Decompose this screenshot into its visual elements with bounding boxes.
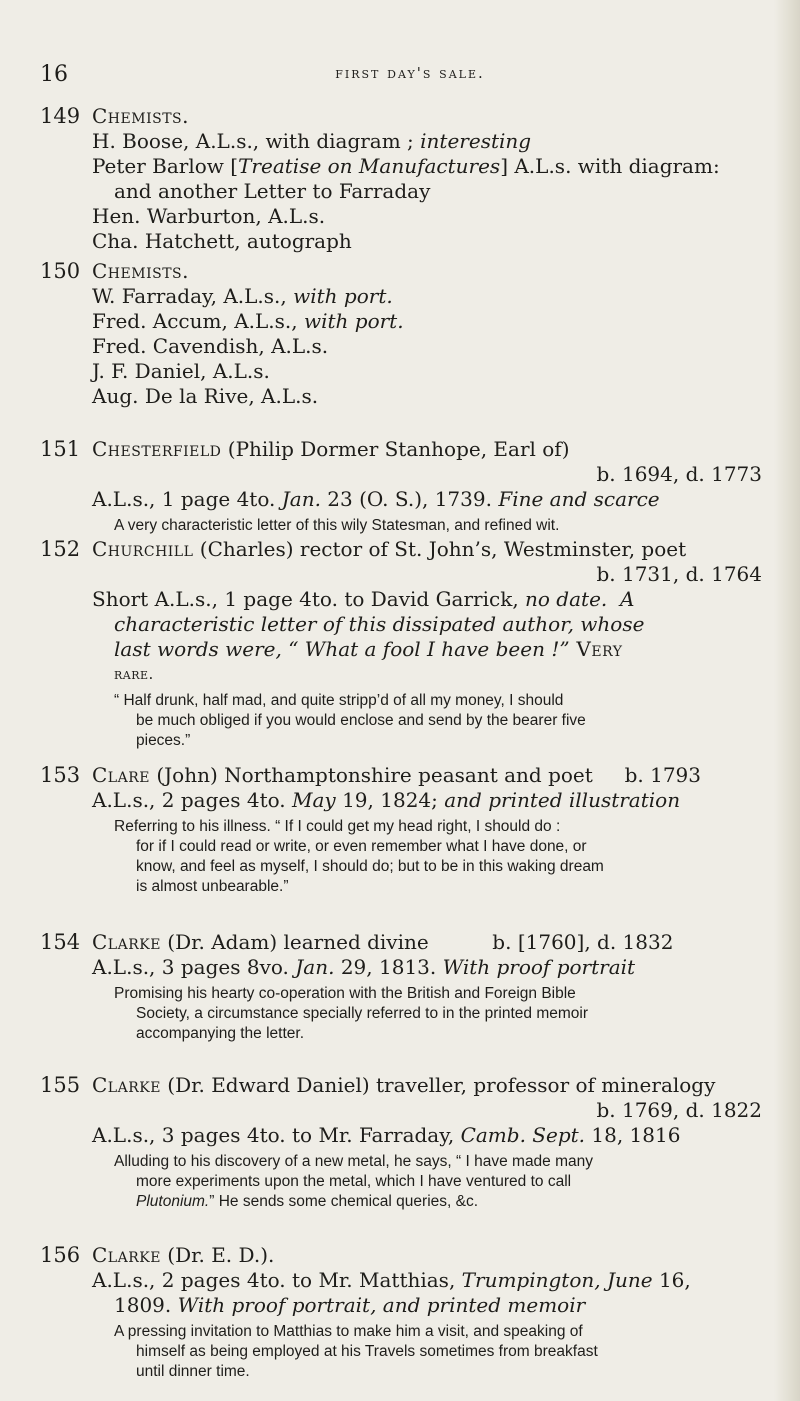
lot-details: A.L.s., 2 pages 4to. May 19, 1824; and printed illustration (92, 788, 681, 812)
lot-heading: Clarke (Dr. Adam) learned divine b. [1760], d. 1832 (92, 930, 674, 954)
lot-note: Referring to his illness. “ If I could get my head right, I should do : for if I could read or write, or even remember what I have done, or know, and feel as myself, I should do; but to be in this waking dream is almost unbearable.” (114, 818, 604, 895)
entry-line: Peter Barlow [Treatise on Manufactures] A.L.s. with diagram: (92, 154, 720, 178)
lot-number: 153 (40, 763, 81, 787)
lot-note: “ Half drunk, half mad, and quite stripp’d of all my money, I should be much obliged if you would enclose and send by the bearer five pieces.” (114, 692, 586, 749)
entry-line: Hen. Warburton, A.L.s. (92, 204, 326, 228)
lot-number: 151 (40, 437, 81, 461)
lot-remark: 1809. With proof portrait, and printed memoir (114, 1293, 586, 1317)
entry-line: Cha. Hatchett, autograph (92, 229, 352, 253)
page-number: 16 (40, 62, 68, 87)
entry-line: W. Farraday, A.L.s., with port. (92, 284, 393, 308)
lot-details: Short A.L.s., 1 page 4to. to David Garrick, no date. A (92, 587, 635, 611)
entry-line: and another Letter to Farraday (114, 179, 431, 203)
entry-line: H. Boose, A.L.s., with diagram ; interesting (92, 129, 532, 153)
lot-remark: characteristic letter of this dissipated author, whose (114, 612, 645, 636)
lot-details: A.L.s., 2 pages 4to. to Mr. Matthias, Trumpington, June 16, (92, 1268, 691, 1292)
lot-number: 155 (40, 1073, 81, 1097)
lot-heading: Chesterfield (Philip Dormer Stanhope, Earl of) (92, 437, 570, 461)
lot-details: A.L.s., 3 pages 8vo. Jan. 29, 1813. With proof portrait (92, 955, 636, 979)
lot-details: A.L.s., 3 pages 4to. to Mr. Farraday, Camb. Sept. 18, 1816 (92, 1123, 681, 1147)
lot-note: Alluding to his discovery of a new metal, he says, “ I have made many more experiments upon the metal, which I have ventured to call Plutonium.” He sends some chemical queries, &c. (114, 1153, 594, 1210)
lot-dates: b. 1694, d. 1773 (596, 462, 762, 486)
running-title: first day's sale. (335, 64, 485, 82)
lot-heading: Clarke (Dr. E. D.). (92, 1243, 275, 1267)
entry-line: Fred. Cavendish, A.L.s. (92, 334, 329, 358)
lot-heading: Clare (John) Northamptonshire peasant and poet b. 1793 (92, 763, 702, 787)
lot-rarity: rare. (114, 665, 154, 683)
lot-note: A pressing invitation to Matthias to make him a visit, and speaking of himself as being employed at his Travels sometimes from breakfast until dinner time. (114, 1323, 598, 1380)
entry-line: J. F. Daniel, A.L.s. (92, 359, 270, 383)
lot-number: 156 (40, 1243, 81, 1267)
lot-heading: Clarke (Dr. Edward Daniel) traveller, professor of mineralogy (92, 1073, 716, 1097)
lot-number: 150 (40, 259, 81, 283)
lot-number: 152 (40, 537, 81, 561)
lot-dates: b. 1731, d. 1764 (596, 562, 762, 586)
lot-dates: b. 1769, d. 1822 (596, 1098, 762, 1122)
lot-note: A very characteristic letter of this wily Statesman, and refined wit. (114, 517, 560, 534)
lot-heading: Churchill (Charles) rector of St. John’s, Westminster, poet (92, 537, 687, 561)
lot-details: A.L.s., 1 page 4to. Jan. 23 (O. S.), 1739. Fine and scarce (92, 487, 660, 511)
entry-line: Fred. Accum, A.L.s., with port. (92, 309, 404, 333)
lot-number: 154 (40, 930, 81, 954)
lot-heading: Chemists. (92, 259, 189, 283)
entry-line: Aug. De la Rive, A.L.s. (92, 384, 319, 408)
lot-number: 149 (40, 104, 81, 128)
lot-note: Promising his hearty co-operation with the British and Foreign Bible Society, a circumstance specially referred to in the printed memoir accompanying the letter. (114, 985, 588, 1042)
lot-heading: Chemists. (92, 104, 189, 128)
lot-remark: last words were, “ What a fool I have been !” Very (114, 637, 623, 661)
page-header (40, 62, 780, 92)
